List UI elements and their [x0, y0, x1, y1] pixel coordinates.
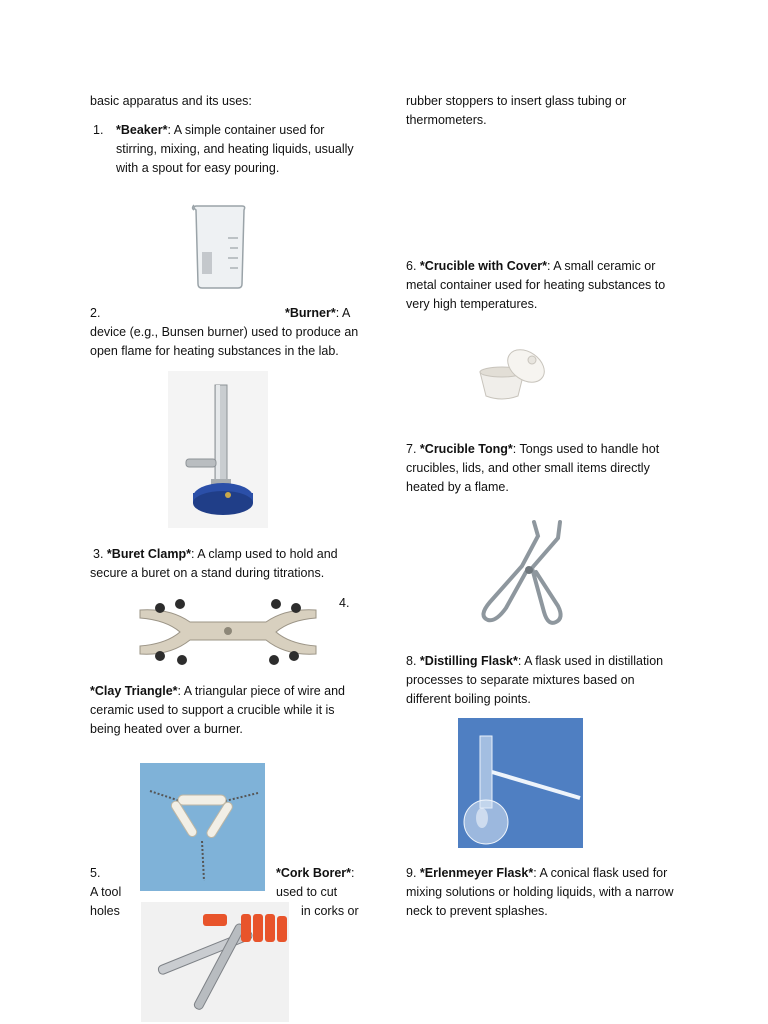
- item-beaker: [90, 121, 365, 178]
- item-clay-triangle-number: 4.: [339, 596, 350, 610]
- item-term: *Cork Borer*: [276, 866, 352, 880]
- item-desc-line: used to cut: [276, 885, 338, 899]
- continuation-text: rubber stoppers to insert glass tubing or thermometers.: [406, 94, 627, 127]
- item-desc: : A conical flask used for mixing solutions or holding liquids, with a narrow neck to prevent splashes.: [406, 866, 674, 918]
- item-desc-line: holes: [90, 904, 120, 918]
- bunsen-burner-photo: [168, 371, 268, 528]
- item-clay-triangle: [90, 682, 365, 739]
- item-term: *Crucible Tong*: [419, 442, 513, 456]
- item-desc: : A flask used in distillation processes to separate mixtures based on different boiling points.: [406, 654, 664, 706]
- item-desc: : A triangular piece of wire and ceramic used to support a crucible while it is being heated over a burner.: [90, 684, 346, 736]
- item-burner: [90, 304, 365, 361]
- item-term: *Burner*: [285, 306, 336, 320]
- item-distilling-flask: [406, 652, 681, 709]
- item-term: *Beaker*: [116, 123, 168, 137]
- crucible-with-cover-photo: [462, 330, 562, 418]
- item-crucible-tong: [406, 440, 681, 497]
- item-number: 3.: [93, 547, 104, 561]
- item-desc: :: [351, 866, 355, 880]
- item-desc-cont: device (e.g., Bunsen burner) used to produce an open flame for heating substances in the lab.: [90, 325, 359, 358]
- distilling-flask-photo: [458, 718, 583, 848]
- item-term: *Clay Triangle*: [90, 684, 178, 698]
- item-term: *Erlenmeyer Flask*: [419, 866, 534, 880]
- item-desc: : Tongs used to handle hot crucibles, lids, and other small items directly heated by a flame.: [406, 442, 660, 494]
- item-term: *Buret Clamp*: [106, 547, 191, 561]
- item-buret-clamp: [90, 545, 365, 583]
- item-number: 1.: [93, 123, 104, 137]
- item-text: [116, 121, 365, 178]
- item-desc: : A clamp used to hold and secure a buret on a stand during titrations.: [90, 547, 338, 580]
- item-desc: : A small ceramic or metal container used for heating substances to very high temperatures.: [406, 259, 666, 311]
- item-number: 8.: [406, 654, 417, 668]
- item-desc: : A simple container used for stirring, mixing, and heating liquids, usually with a spout for easy pouring.: [116, 123, 354, 175]
- cork-borer-photo: [141, 902, 289, 1022]
- item-desc-line: in corks or: [301, 904, 359, 918]
- item-term: *Distilling Flask*: [419, 654, 518, 668]
- item-number: 7.: [406, 442, 417, 456]
- item-number: 5.: [90, 866, 101, 880]
- beaker-photo: [188, 196, 252, 292]
- item-desc: : A: [335, 306, 351, 320]
- item-desc-line: A tool: [90, 885, 122, 899]
- item-number: 6.: [406, 259, 417, 273]
- intro-text: basic apparatus and its uses:: [90, 94, 252, 108]
- item-number: 2.: [90, 306, 101, 320]
- item-crucible: [406, 257, 681, 314]
- item-erlenmeyer-flask: [406, 864, 681, 921]
- item-number: 9.: [406, 866, 417, 880]
- crucible-tong-photo: [460, 508, 590, 638]
- buret-clamp-photo: [130, 592, 326, 668]
- item-term: *Crucible with Cover*: [419, 259, 548, 273]
